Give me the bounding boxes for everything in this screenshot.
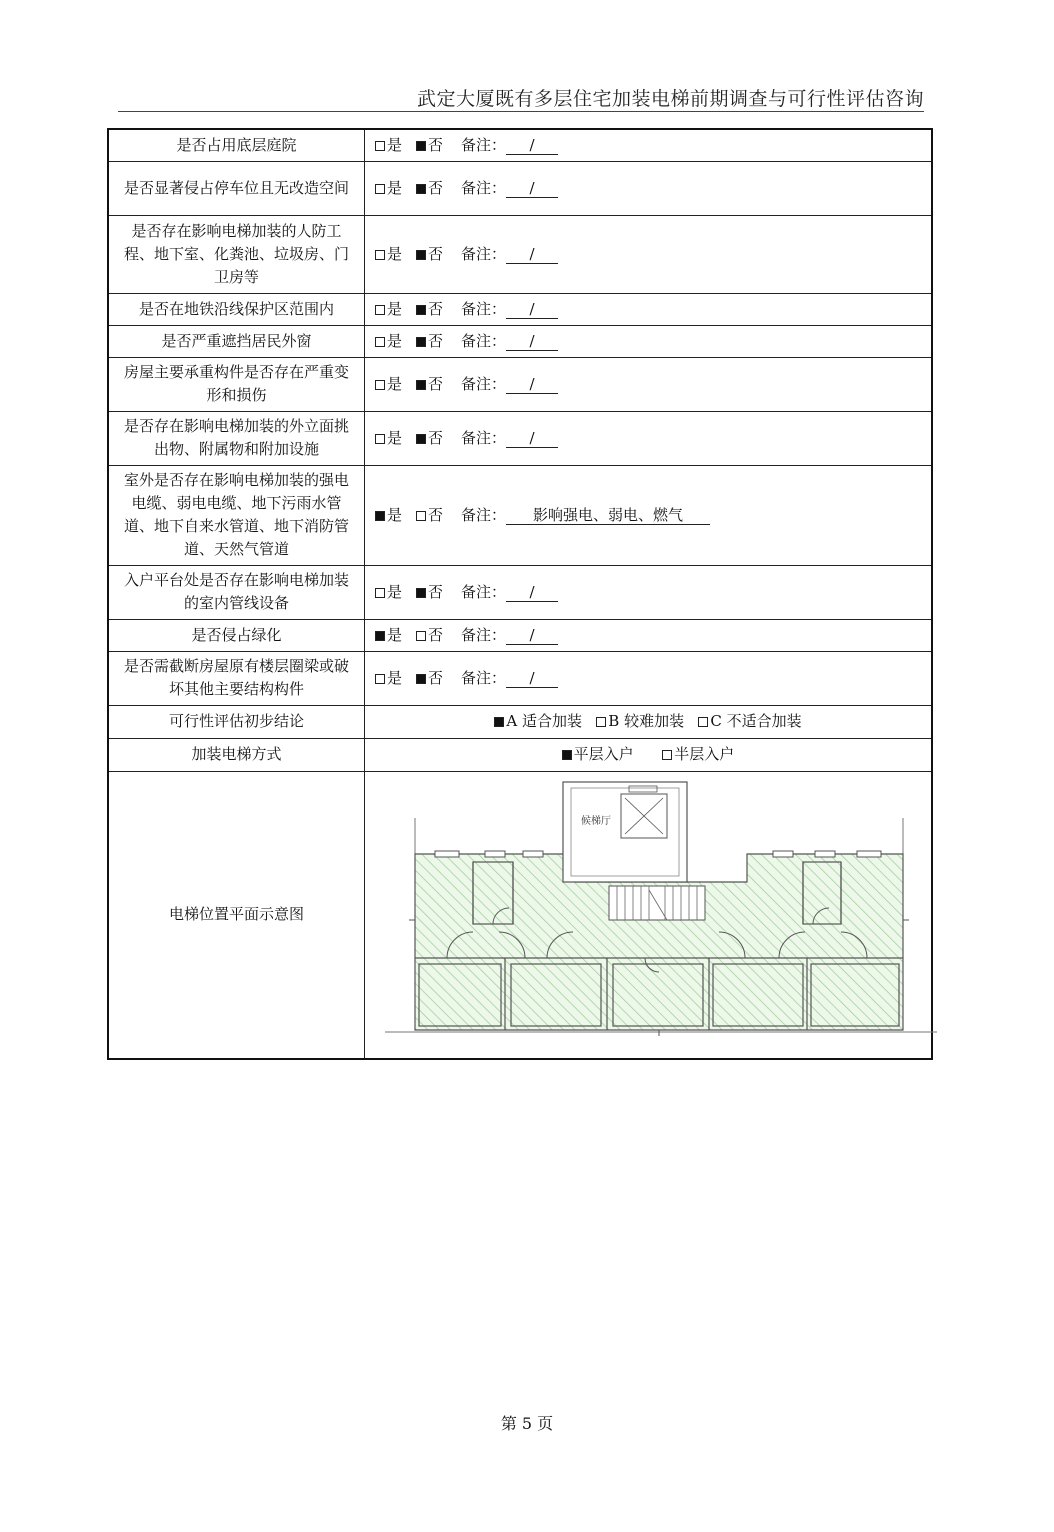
conclusion-options (365, 705, 933, 738)
note-value: / (506, 583, 558, 602)
yes-option[interactable]: 是 (375, 506, 402, 524)
question-cell: 是否需截断房屋原有楼层圈梁或破坏其他主要结构构件 (108, 651, 365, 705)
option-a[interactable]: A 适合加装 (494, 712, 582, 730)
yes-option[interactable]: 是 (375, 429, 402, 447)
note-value: / (506, 245, 558, 264)
option-c[interactable]: C 不适合加装 (698, 712, 801, 730)
no-checkbox[interactable] (416, 184, 426, 194)
note-value: 影响强电、弱电、燃气 (506, 506, 710, 525)
yes-option[interactable]: 是 (375, 332, 402, 350)
yes-checkbox[interactable] (375, 141, 385, 151)
no-option[interactable]: 否 (416, 429, 443, 447)
no-option[interactable]: 否 (416, 332, 443, 350)
yes-option[interactable]: 是 (375, 136, 402, 154)
no-option[interactable]: 否 (416, 179, 443, 197)
survey-row (108, 619, 932, 651)
note-label: 备注： (461, 505, 507, 524)
survey-row (108, 293, 932, 325)
no-option[interactable]: 否 (416, 583, 443, 601)
survey-row (108, 465, 932, 565)
note-label: 备注： (461, 428, 507, 447)
no-checkbox[interactable] (416, 511, 426, 521)
answer-cell (365, 465, 933, 565)
note-label: 备注： (461, 374, 507, 393)
option-half-entry[interactable]: 半层入户 (662, 745, 734, 763)
answer-cell (365, 325, 933, 357)
answer-cell (365, 129, 933, 161)
checkbox-a[interactable] (494, 717, 504, 727)
checkbox-c[interactable] (698, 717, 708, 727)
note-value: / (506, 375, 558, 394)
yes-option[interactable]: 是 (375, 300, 402, 318)
note-label: 备注： (461, 625, 507, 644)
yes-checkbox[interactable] (375, 305, 385, 315)
note-value: / (506, 179, 558, 198)
option-b[interactable]: B 较难加装 (596, 712, 684, 730)
no-option[interactable]: 否 (416, 506, 443, 524)
no-checkbox[interactable] (416, 250, 426, 260)
answer-cell (365, 651, 933, 705)
no-option[interactable]: 否 (416, 375, 443, 393)
yes-checkbox[interactable] (375, 337, 385, 347)
no-checkbox[interactable] (416, 631, 426, 641)
conclusion-label: 可行性评估初步结论 (108, 705, 365, 738)
answer-cell (365, 619, 933, 651)
survey-row (108, 215, 932, 293)
note-label: 备注： (461, 582, 507, 601)
checkbox-half-entry[interactable] (662, 750, 672, 760)
yes-option[interactable]: 是 (375, 375, 402, 393)
question-cell: 是否严重遮挡居民外窗 (108, 325, 365, 357)
note-value: / (506, 429, 558, 448)
question-cell: 入户平台处是否存在影响电梯加装的室内管线设备 (108, 565, 365, 619)
no-checkbox[interactable] (416, 380, 426, 390)
question-cell: 是否显著侵占停车位且无改造空间 (108, 161, 365, 215)
survey-row (108, 651, 932, 705)
note-value: / (506, 300, 558, 319)
yes-checkbox[interactable] (375, 674, 385, 684)
note-value: / (506, 332, 558, 351)
yes-checkbox[interactable] (375, 631, 385, 641)
yes-checkbox[interactable] (375, 380, 385, 390)
yes-option[interactable]: 是 (375, 245, 402, 263)
question-cell: 是否存在影响电梯加装的外立面挑出物、附属物和附加设施 (108, 411, 365, 465)
checkbox-flat-entry[interactable] (562, 750, 572, 760)
answer-cell (365, 565, 933, 619)
survey-row (108, 565, 932, 619)
note-value: / (506, 136, 558, 155)
answer-cell (365, 161, 933, 215)
survey-row (108, 357, 932, 411)
note-label: 备注： (461, 178, 507, 197)
plan-row (108, 771, 932, 1059)
page-header: 武定大厦既有多层住宅加装电梯前期调查与可行性评估咨询 (416, 88, 924, 110)
yes-checkbox[interactable] (375, 184, 385, 194)
no-checkbox[interactable] (416, 337, 426, 347)
method-options (365, 738, 933, 771)
survey-table (107, 128, 933, 1060)
note-label: 备注： (461, 331, 507, 350)
question-cell: 房屋主要承重构件是否存在严重变形和损伤 (108, 357, 365, 411)
yes-option[interactable]: 是 (375, 669, 402, 687)
no-option[interactable]: 否 (416, 300, 443, 318)
survey-row (108, 129, 932, 161)
question-cell: 室外是否存在影响电梯加装的强电电缆、弱电电缆、地下污雨水管道、地下自来水管道、地下消防管道、天然气管道 (108, 465, 365, 565)
note-label: 备注： (461, 244, 507, 263)
conclusion-row (108, 705, 932, 738)
yes-checkbox[interactable] (375, 588, 385, 598)
no-option[interactable]: 否 (416, 245, 443, 263)
floor-plan-diagram (375, 774, 943, 1056)
survey-row (108, 411, 932, 465)
room-label: 候梯厅 (581, 815, 611, 827)
note-label: 备注： (461, 299, 507, 318)
page-number: 第 5 页 (500, 1414, 554, 1433)
question-cell: 是否在地铁沿线保护区范围内 (108, 293, 365, 325)
yes-checkbox[interactable] (375, 434, 385, 444)
note-label: 备注： (461, 135, 507, 154)
yes-checkbox[interactable] (375, 511, 385, 521)
no-checkbox[interactable] (416, 141, 426, 151)
no-checkbox[interactable] (416, 434, 426, 444)
no-option[interactable]: 否 (416, 136, 443, 154)
answer-cell (365, 357, 933, 411)
answer-cell (365, 411, 933, 465)
method-label: 加装电梯方式 (108, 738, 365, 771)
yes-option[interactable]: 是 (375, 179, 402, 197)
yes-option[interactable]: 是 (375, 583, 402, 601)
question-cell: 是否占用底层庭院 (108, 129, 365, 161)
question-cell: 是否侵占绿化 (108, 619, 365, 651)
answer-cell (365, 293, 933, 325)
question-cell: 是否存在影响电梯加装的人防工程、地下室、化粪池、垃圾房、门卫房等 (108, 215, 365, 293)
note-value: / (506, 669, 558, 688)
note-value: / (506, 626, 558, 645)
survey-row (108, 161, 932, 215)
note-label: 备注： (461, 668, 507, 687)
no-option[interactable]: 否 (416, 626, 443, 644)
method-row (108, 738, 932, 771)
plan-cell (365, 771, 933, 1059)
no-checkbox[interactable] (416, 305, 426, 315)
answer-cell (365, 215, 933, 293)
option-flat-entry[interactable]: 平层入户 (562, 745, 634, 763)
yes-checkbox[interactable] (375, 250, 385, 260)
yes-option[interactable]: 是 (375, 626, 402, 644)
checkbox-b[interactable] (596, 717, 606, 727)
plan-label: 电梯位置平面示意图 (108, 771, 365, 1059)
no-checkbox[interactable] (416, 588, 426, 598)
survey-row (108, 325, 932, 357)
no-checkbox[interactable] (416, 674, 426, 684)
header-rule (118, 111, 924, 112)
no-option[interactable]: 否 (416, 669, 443, 687)
